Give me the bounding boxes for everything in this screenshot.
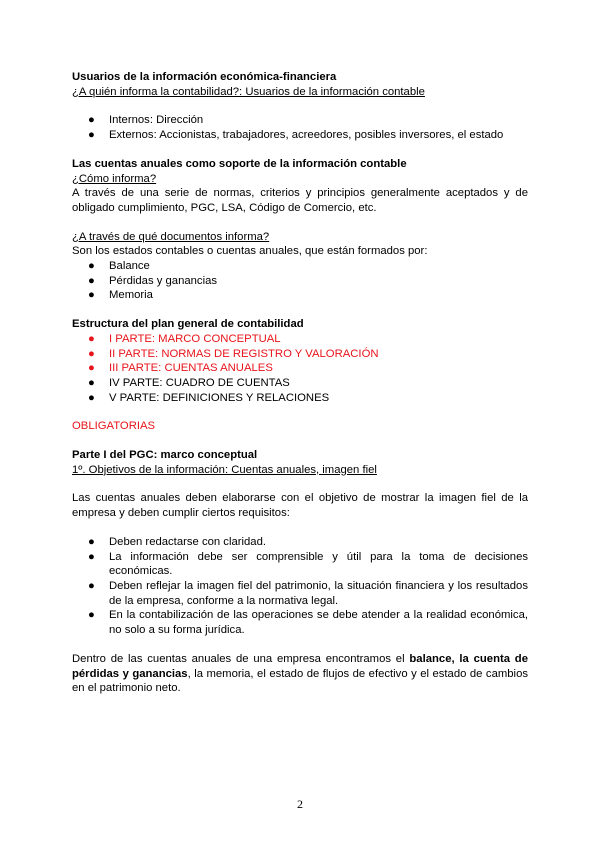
question-how: ¿Cómo informa? (72, 172, 157, 185)
documents-list (72, 259, 528, 303)
bullet-icon: ● (88, 376, 95, 389)
list-item: ● V PARTE: DEFINICIONES Y RELACIONES (88, 391, 330, 404)
list-item: ● Pérdidas y ganancias (88, 274, 218, 287)
paragraph: Las cuentas anuales deben elaborarse con el objetivo de mostrar la imagen fiel de la empresa y deben cumplir ciertos requisitos: (72, 492, 528, 520)
bullet-icon: ● (88, 347, 95, 360)
mandatory-note: OBLIGATORIAS (72, 420, 156, 433)
bullet-icon: ● (88, 362, 95, 375)
list-item: ● La información debe ser comprensible y útil para la toma de decisiones económicas. (88, 550, 528, 578)
section-users-subtitle: ¿A quién informa la contabilidad?: Usuarios de la información contable (72, 85, 425, 98)
list-item: ● Internos: Dirección (88, 114, 204, 127)
bullet-icon: ● (88, 550, 95, 563)
question-documents: ¿A través de qué documentos informa? (72, 230, 270, 243)
section-structure-title: Estructura del plan general de contabilidad (72, 318, 304, 331)
section-pgc-subtitle: 1º. Objetivos de la información: Cuentas anuales, imagen fiel (72, 463, 377, 476)
bullet-icon: ● (88, 129, 95, 142)
section-users-title: Usuarios de la información económica-financiera (72, 71, 337, 83)
list-item: ● Balance (88, 260, 150, 273)
list-item: ● En la contabilización de las operaciones se debe atender a la realidad económica, no solo a su forma jurídica. (88, 609, 528, 637)
section-annual-accounts-title: Las cuentas anuales como soporte de la información contable (72, 157, 407, 170)
page-number: 2 (297, 797, 303, 811)
bullet-icon: ● (88, 114, 95, 127)
bullet-icon: ● (88, 260, 95, 273)
requirements-list (72, 535, 528, 638)
paragraph: Dentro de las cuentas anuales de una empresa encontramos el balance, la cuenta de pérdidas y ganancias, la memoria, el estado de flujos de efectivo y el estado de cambios en el patrimonio neto. (72, 652, 528, 695)
bullet-icon: ● (88, 579, 95, 592)
paragraph: Son los estados contables o cuentas anuales, que están formados por: (72, 245, 428, 258)
list-item: ● III PARTE: CUENTAS ANUALES (88, 362, 273, 375)
list-item: ● II PARTE: NORMAS DE REGISTRO Y VALORACIÓN (88, 347, 379, 360)
bullet-icon: ● (88, 289, 95, 302)
bullet-icon: ● (88, 391, 95, 404)
paragraph: A través de una serie de normas, criterios y principios generalmente aceptados y de obligado cumplimiento, PGC, LSA, Código de Comercio, etc. (72, 187, 528, 214)
list-item: ● Memoria (88, 289, 153, 302)
list-item: ● I PARTE: MARCO CONCEPTUAL (88, 332, 281, 345)
list-item: ● IV PARTE: CUADRO DE CUENTAS (88, 376, 290, 389)
list-item: ● Deben redactarse con claridad. (88, 535, 266, 548)
list-item: ● Deben reflejar la imagen fiel del patrimonio, la situación financiera y los resultados de la empresa, conforme a la normativa legal. (88, 579, 528, 607)
section-pgc-title: Parte I del PGC: marco conceptual (72, 449, 258, 462)
users-list (72, 113, 528, 142)
bullet-icon: ● (88, 609, 95, 622)
bullet-icon: ● (88, 332, 95, 345)
structure-list (72, 332, 528, 406)
list-item: ● Externos: Accionistas, trabajadores, acreedores, posibles inversores, el estado (88, 129, 504, 142)
bullet-icon: ● (88, 535, 95, 548)
bullet-icon: ● (88, 274, 95, 287)
document-page (72, 70, 528, 696)
